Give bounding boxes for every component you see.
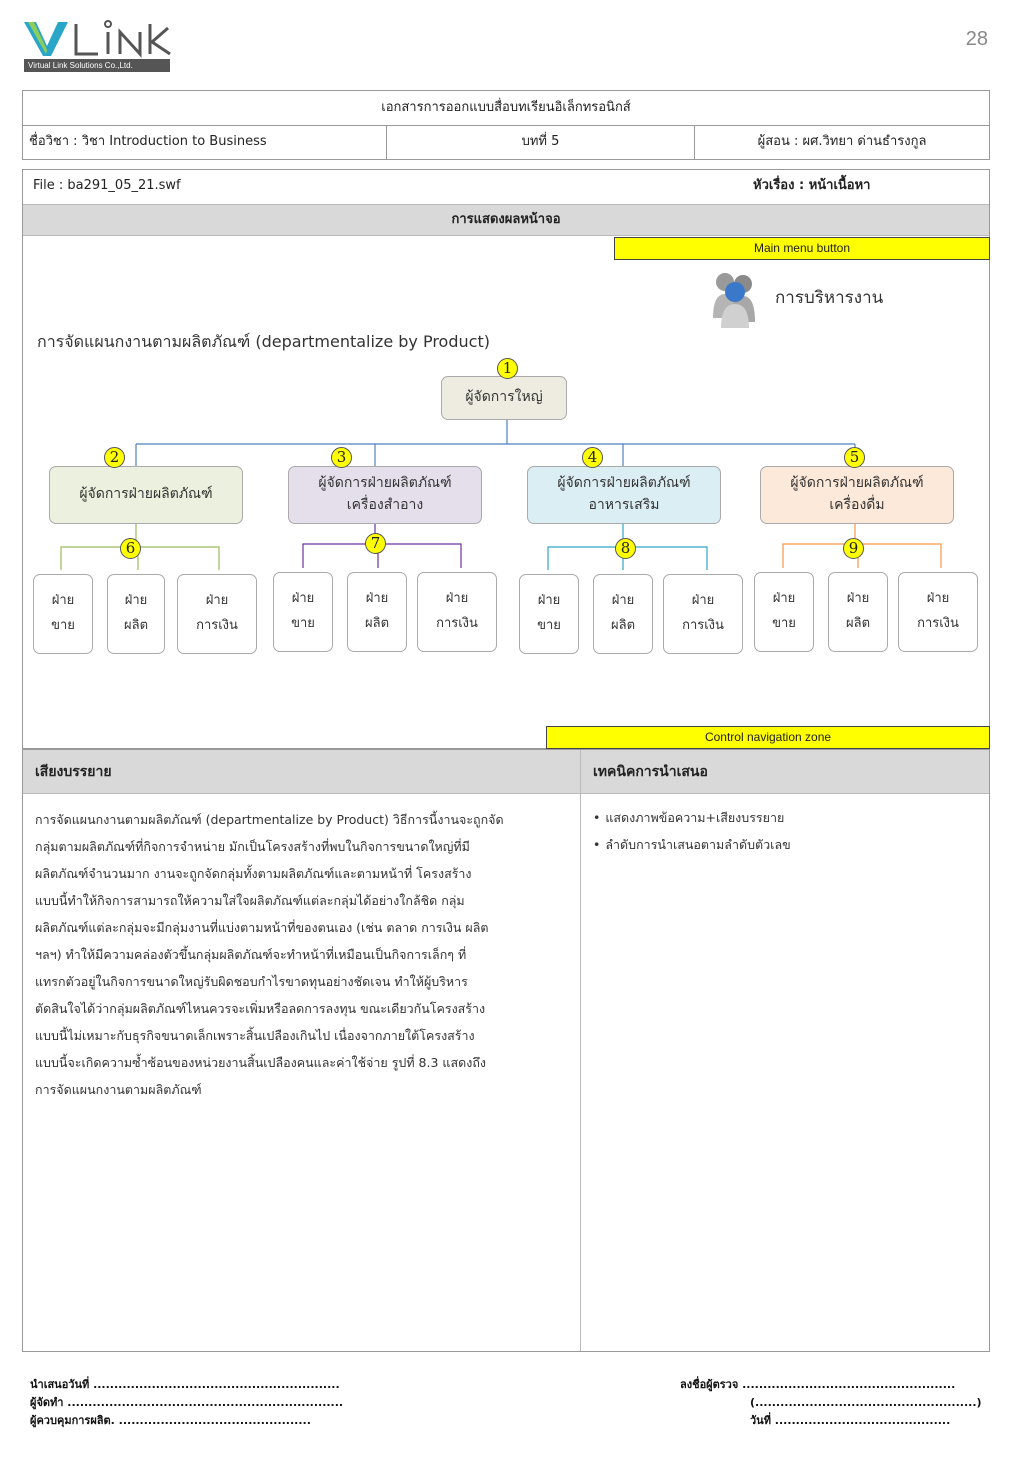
narration-line: กลุ่มตามผลิตภัณฑ์ที่กิจการจำหน่าย มักเป็นโครงสร้างที่พบในกิจการขนาดใหญ่ที่มี [35,839,470,854]
org-top-box [441,376,567,420]
narration-line: ผลิตภัณฑ์แต่ละกลุ่มจะมีกลุ่มงานที่แบ่งตามหน้าที่ของตนเอง (เช่น ตลาด การเงิน ผลิต [35,920,489,935]
narration-heading: เสียงบรรยาย [23,750,581,793]
dept-box-sales: ฝ่าย ขาย [273,572,333,652]
vlink-logo [22,16,172,76]
presented-date-line: นำเสนอวันที่ ........................................................... [30,1378,340,1391]
creator-line: ผู้จัดทำ .................................................................. [30,1396,344,1409]
instructor-cell: ผู้สอน : ผศ.วิทยา ด่านธำรงกูล [757,134,927,149]
manager-label: ผู้จัดการฝ่ายผลิตภัณฑ์ [557,475,691,492]
manager-box-1 [49,466,243,524]
dept-box-production: ฝ่าย ผลิต [593,574,653,654]
dept-box-production: ฝ่าย ผลิต [828,572,888,652]
manager-sublabel: อาหารเสริม [588,497,660,513]
document-title: เอกสารการออกแบบสื่อบทเรียนอิเล็กทรอนิกส์ [23,91,989,126]
narration-line: ผลิตภัณฑ์จำนวนมาก งานจะถูกจัดกลุ่มทั้งตามผลิตภัณฑ์และตามหน้าที่ โครงสร้าง [35,866,472,881]
technique-list [581,794,989,1351]
main-menu-button[interactable]: Main menu button [614,237,990,260]
dept-box-sales: ฝ่าย ขาย [519,574,579,654]
narration-line: แบบนี้จะเกิดความซ้ำซ้อนของหน่วยงานสิ้นเปลืองคนและค่าใช้จ่าย รูปที่ 8.3 แสดงถึง [35,1055,486,1070]
display-heading: การแสดงผลหน้าจอ [23,204,989,236]
narration-line: ฯลฯ) ทำให้มีความคล่องตัวขึ้นกลุ่มผลิตภัณฑ์จะทำหน้าที่เหมือนเป็นกิจการเล็กๆ ที่ [35,947,467,962]
step-marker-4: 4 [582,447,603,468]
control-navigation-zone[interactable]: Control navigation zone [546,726,990,749]
narration-line: แบบนี้ไม่เหมาะกับธุรกิจขนาดเล็กเพราะสิ้นเปลืองเกินไป เนื่องจากภายใต้โครงสร้าง [35,1028,475,1043]
step-marker-2: 2 [104,447,125,468]
narration-table-header [23,750,989,794]
narration-line: การจัดแผนกงานตามผลิตภัณฑ์ (departmentalize by Product) วิธีการนี้งานจะถูกจัด [35,812,504,827]
technique-item: • ลำดับการนำเสนอตามลำดับตัวเลข [593,831,977,858]
step-marker-1: 1 [497,358,518,379]
step-marker-8: 8 [615,538,636,559]
supervisor-line: ผู้ควบคุมการผลิต. .............................................. [30,1414,311,1427]
review-date-line: วันที่ .......................................... [750,1414,951,1427]
document-header [22,90,990,160]
chart-title: การจัดแผนกงานตามผลิตภัณฑ์ (departmentalize by Product) [37,332,490,351]
step-marker-5: 5 [844,447,865,468]
page-number: 28 [965,28,988,50]
step-marker-3: 3 [331,447,352,468]
dept-box-production: ฝ่าย ผลิต [107,574,165,654]
narration-text [23,794,581,1351]
narration-table-body [23,794,989,1351]
dept-box-sales: ฝ่าย ขาย [754,572,814,652]
technique-item: • แสดงภาพข้อความ+เสียงบรรยาย [593,804,977,831]
step-marker-7: 7 [365,533,386,554]
org-top-label: ผู้จัดการใหญ่ [465,389,543,406]
subject-cell: ชื่อวิชา : วิชา Introduction to Business [23,126,387,160]
screen-design-panel [22,169,990,749]
dept-box-production: ฝ่าย ผลิต [347,572,407,652]
dept-box-sales: ฝ่าย ขาย [33,574,93,654]
section-label: การบริหารงาน [775,288,884,308]
manager-box-2 [288,466,482,524]
narration-line: แทรกตัวอยู่ในกิจการขนาดใหญ่รับผิดชอบกำไรขาดทุนอย่างชัดเจน ทำให้ผู้บริหาร [35,974,468,989]
manager-sublabel: เครื่องสำอาง [346,497,424,513]
chapter-cell: บทที่ 5 [387,126,695,160]
logo-tagline: Virtual Link Solutions Co.,Ltd. [24,59,170,72]
step-marker-6: 6 [120,538,141,559]
manager-sublabel: เครื่องดื่ม [829,497,885,513]
narration-line: ตัดสินใจได้ว่ากลุ่มผลิตภัณฑ์ไหนควรจะเพิ่มหรือลดการลงทุน ขณะเดียวกันโครงสร้าง [35,1001,486,1016]
technique-heading: เทคนิคการนำเสนอ [593,764,708,780]
narration-line: การจัดแผนกงานตามผลิตภัณฑ์ [35,1082,202,1097]
narration-line: แบบนี้ทำให้กิจการสามารถให้ความใส่ใจผลิตภัณฑ์แต่ละกลุ่มได้อย่างใกล้ชิด กลุ่ม [35,893,465,908]
reviewer-name-line: (.....................................................) [750,1396,982,1409]
topic-label: หัวเรื่อง : หน้าเนื้อหา [753,178,871,193]
file-name: File : ba291_05_21.swf [33,178,181,193]
manager-label: ผู้จัดการฝ่ายผลิตภัณฑ์ [790,475,924,492]
manager-box-3 [527,466,721,524]
vlink-logo-mark [22,16,172,58]
document-meta-row [23,126,989,160]
footer-right [680,1376,982,1430]
dept-box-finance: ฝ่าย การเงิน [177,574,257,654]
footer-left [30,1376,343,1430]
manager-label: ผู้จัดการฝ่ายผลิตภัณฑ์ [79,486,213,503]
reviewer-line: ลงชื่อผู้ตรวจ ................................................... [680,1378,956,1391]
dept-box-finance: ฝ่าย การเงิน [663,574,743,654]
manager-box-4 [760,466,954,524]
step-marker-9: 9 [843,538,864,559]
manager-label: ผู้จัดการฝ่ายผลิตภัณฑ์ [318,475,452,492]
dept-box-finance: ฝ่าย การเงิน [898,572,978,652]
dept-box-finance: ฝ่าย การเงิน [417,572,497,652]
narration-table [22,749,990,1352]
